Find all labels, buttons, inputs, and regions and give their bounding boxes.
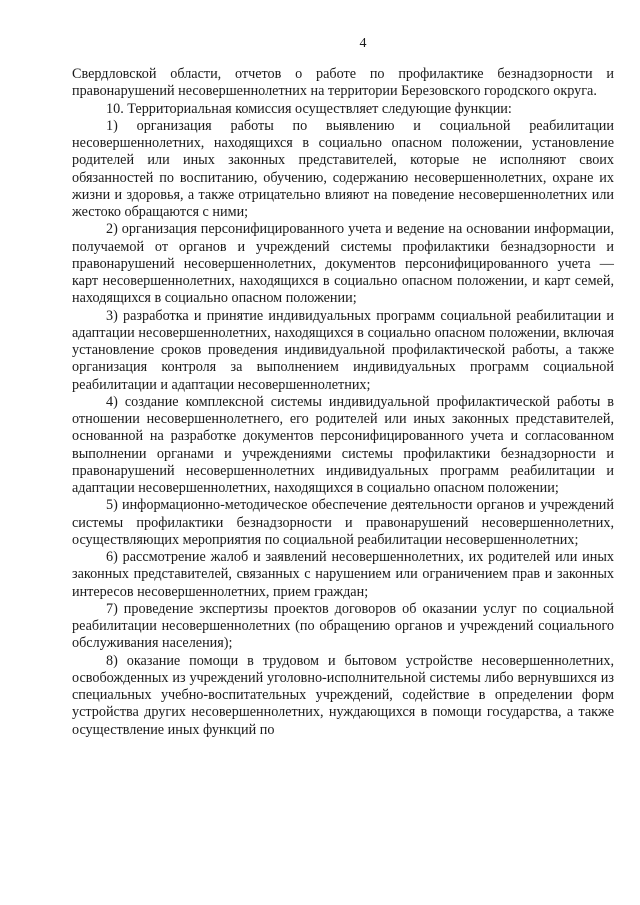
paragraph-item-6: 6) рассмотрение жалоб и заявлений несовершеннолетних, их родителей или иных законных представителей, связанных с нарушением или ограничением прав и законных интересов несовершеннолетних, прием граждан; xyxy=(72,549,614,600)
page-number: 4 xyxy=(359,36,367,51)
paragraph-item-8: 8) оказание помощи в трудовом и бытовом устройстве несовершеннолетних, освобожденных из учреждений уголовно-исполнительной системы либо вернувшихся из специальных учебно-воспитательных учреждений, содействие в определении форм устройства других несовершеннолетних, нуждающихся в помощи государства, а также осуществление иных функций по xyxy=(72,652,614,738)
paragraph-item-7: 7) проведение экспертизы проектов договоров об оказании услуг по социальной реабилитации несовершеннолетних (по обращению органов и учреждений социального обслуживания населения); xyxy=(72,600,614,652)
paragraph-item-1: 1) организация работы по выявлению и социальной реабилитации несовершеннолетних, находящихся в социально опасном положении, установление родителей или иных законных представителей, которые не исполняют своих обязанностей по воспитанию, обучению, содержанию несовершеннолетних, охране их жизни и здоровья, а также отрицательно влияют на поведение несовершеннолетних или жестоко обращаются с ними; xyxy=(72,117,614,220)
paragraph-item-3: 3) разработка и принятие индивидуальных программ социальной реабилитации и адаптации несовершеннолетних, находящихся в социально опасном положении, включая установление сроков проведения индивидуальной профилактической работы, а также организация контроля за выполнением индивидуальных программ социальной реабилитации и адаптации несовершеннолетних; xyxy=(72,307,614,393)
paragraph-continuation: Свердловской области, отчетов о работе по профилактике безнадзорности и правонарушений несовершеннолетних на территории Березовского городского округа. xyxy=(72,66,614,100)
paragraph-item-5: 5) информационно-методическое обеспечение деятельности органов и учреждений системы профилактики безнадзорности и правонарушений несовершеннолетних, осуществляющих мероприятия по социальной реабилитации несовершеннолетних; xyxy=(72,497,614,548)
document-body xyxy=(72,66,614,739)
paragraph-item-2: 2) организация персонифицированного учета и ведение на основании информации, получаемой от органов и учреждений системы профилактики безнадзорности и правонарушений несовершеннолетних, документов персонифицированного учета — карт несовершеннолетних, находящихся в социально опасном положении, и карт семей, находящихся в социально опасном положении; xyxy=(72,221,614,307)
paragraph-section-10: 10. Территориальная комиссия осуществляет следующие функции: xyxy=(106,100,512,117)
paragraph-item-4: 4) создание комплексной системы индивидуальной профилактической работы в отношении несовершеннолетнего, его родителей или иных законных представителей, основанной на разработке документов персонифицированного учета и согласованном выполнении органами и учреждениями системы профилактики безнадзорности и правонарушений несовершеннолетних индивидуальных программ реабилитации и адаптации несовершеннолетних, находящихся в социально опасном положении; xyxy=(72,393,614,496)
